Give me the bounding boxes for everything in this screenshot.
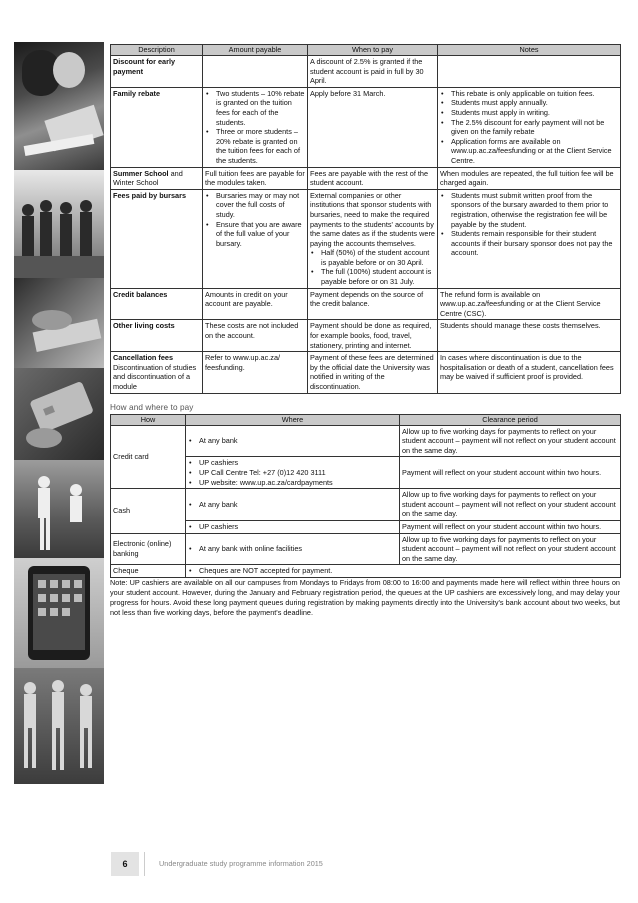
notes-cell-text: In cases where discontinuation is due to the hospitalisation or death of a student, cancellation fees may be waived if sufficient proof is provided. — [440, 353, 614, 382]
list-item: • At any bank — [197, 436, 397, 446]
row-description — [111, 189, 203, 288]
table-row — [111, 457, 621, 489]
photo-students-group — [14, 170, 104, 278]
where-list — [188, 500, 397, 510]
fees-table-header-row — [111, 45, 621, 56]
amount-cell — [203, 352, 308, 393]
where-cell — [186, 425, 400, 457]
notes-cell-text: When modules are repeated, the full tuition fee will be charged again. — [440, 168, 614, 188]
amount-cell — [203, 320, 308, 352]
page-footer — [111, 852, 616, 876]
list-item: • UP cashiers — [197, 458, 397, 468]
table-row — [111, 489, 621, 521]
where-list — [188, 544, 397, 554]
header-when-to-pay: When to pay — [308, 45, 438, 56]
when-cell — [308, 189, 438, 288]
row-description — [111, 56, 203, 88]
amount-cell — [203, 87, 308, 167]
footer-divider — [144, 852, 145, 876]
table-row — [111, 352, 621, 393]
how-where-to-pay-title: How and where to pay — [110, 402, 194, 412]
table-row — [111, 533, 621, 565]
payment-methods-table — [110, 414, 621, 578]
list-item: • Cheques are NOT accepted for payment. — [197, 566, 618, 576]
when-cell — [308, 320, 438, 352]
notes-cell — [438, 352, 621, 393]
table-row — [111, 288, 621, 320]
notes-cell-list — [440, 191, 618, 258]
list-item: • Two students – 10% rebate is granted on the tuition fees for each of the students. — [214, 89, 305, 127]
notes-cell-text: The refund form is available on www.up.ac.za/feesfunding or at the Client Service Centre (CSC). — [440, 289, 601, 318]
list-item: • UP website: www.up.ac.za/cardpayments — [197, 478, 397, 488]
list-item: • At any bank — [197, 500, 397, 510]
table-row — [111, 320, 621, 352]
list-item: • Application forms are available on www.up.ac.za/feesfunding or at the Client Service Centre. — [449, 137, 618, 166]
notes-cell — [438, 189, 621, 288]
list-item: • Students remain responsible for their student accounts if their bursary sponsor does not pay the account. — [449, 229, 618, 258]
photo-strip — [14, 42, 104, 784]
amount-cell — [203, 56, 308, 88]
row-label: Fees paid by bursars — [113, 190, 186, 200]
amount-cell — [203, 167, 308, 189]
payment-table-header-row — [111, 414, 621, 425]
amount-cell — [203, 189, 308, 288]
when-cell-list — [310, 248, 435, 286]
footer-title: Undergraduate study programme information 2015 — [159, 859, 323, 868]
list-item: • Bursaries may or may not cover the full costs of study. — [214, 191, 305, 220]
where-cell — [186, 520, 400, 533]
row-description — [111, 87, 203, 167]
notes-cell — [438, 167, 621, 189]
fees-table-body — [111, 56, 621, 394]
notes-cell — [438, 288, 621, 320]
amount-cell-list — [205, 89, 305, 166]
when-cell-text: Apply before 31 March. — [310, 88, 386, 98]
row-description — [111, 288, 203, 320]
list-item: • The 2.5% discount for early payment will not be given on the family rebate — [449, 118, 618, 137]
amount-cell — [203, 288, 308, 320]
table-row — [111, 189, 621, 288]
photo-credit-card — [14, 368, 104, 460]
hands-photo-image — [14, 278, 104, 368]
row-label: Family rebate — [113, 88, 161, 98]
clearance-cell: Allow up to five working days for payments to reflect on your student account – payment will not reflect on your student account on the same day. — [400, 489, 621, 521]
notes-cell — [438, 87, 621, 167]
where-list — [188, 436, 397, 446]
row-label: Discount for early payment — [113, 57, 176, 76]
header-where: Where — [186, 414, 400, 425]
when-cell-text: Fees are payable with the rest of the student account. — [310, 168, 429, 188]
method-electronic-banking: Electronic (online) banking — [111, 533, 186, 565]
amount-cell-text: These costs are not included on the account. — [205, 321, 299, 341]
fees-table — [110, 44, 621, 394]
clearance-cell: Allow up to five working days for payments to reflect on your student account – payment will not reflect on your student account on the same day. — [400, 533, 621, 565]
when-cell — [308, 167, 438, 189]
header-description: Description — [111, 45, 203, 56]
when-cell — [308, 288, 438, 320]
students-photo-image — [14, 170, 104, 278]
photo-laptop-user — [14, 42, 104, 170]
clearance-cell: Allow up to five working days for payments to reflect on your student account – payment will not reflect on your student account on the same day. — [400, 425, 621, 457]
where-list — [188, 458, 397, 487]
list-item: • At any bank with online facilities — [197, 544, 397, 554]
where-list — [188, 522, 397, 532]
row-label: Other living costs — [113, 321, 175, 331]
where-cell — [186, 457, 400, 489]
amount-cell-text: Amounts in credit on your account are payable. — [205, 289, 288, 309]
header-clearance-period: Clearance period — [400, 414, 621, 425]
notes-cell-list — [440, 89, 618, 166]
row-label: Summer School — [113, 168, 169, 178]
cashier-note: Note: UP cashiers are available on all our campuses from Mondays to Fridays from 08:00 to 16:00 and payments made here will reflect within three hours on your student account. However, during the January and February registration period, the queues at the UP cashiers are excessively long, and may delay your progress for hours. Avoid these long payment queues during registration by making payments directly into the University's bank account about two weeks, but not less than five working days, before the payment's deadline. — [110, 577, 620, 617]
table-row — [111, 565, 621, 578]
method-cheque: Cheque — [111, 565, 186, 578]
table-row — [111, 87, 621, 167]
list-item: • Ensure that you are aware of the full value of your bursary. — [214, 220, 305, 249]
photo-hands-laptop — [14, 278, 104, 368]
where-cell — [186, 533, 400, 565]
photo-tablet — [14, 558, 104, 668]
photo-cheerleaders — [14, 460, 104, 558]
row-description — [111, 352, 203, 393]
when-cell-text: Payment should be done as required, for example books, food, travel, stationery, printing and internet. — [310, 321, 432, 350]
table-row — [111, 167, 621, 189]
list-item: • Half (50%) of the student account is payable before or on 30 April. — [319, 248, 435, 267]
page-number: 6 — [111, 852, 139, 876]
amount-cell-text: Refer to www.up.ac.za/ feesfunding. — [205, 353, 281, 372]
list-item: • Students must apply annually. — [449, 98, 618, 108]
list-item: • Three or more students – 20% rebate is granted on the tuition fees for each of the students. — [214, 127, 305, 165]
where-list — [188, 566, 618, 576]
method-cash: Cash — [111, 489, 186, 533]
list-item: • Students must apply in writing. — [449, 108, 618, 118]
method-credit-card: Credit card — [111, 425, 186, 489]
notes-cell — [438, 56, 621, 88]
when-cell — [308, 56, 438, 88]
laptop-photo-image — [14, 42, 104, 170]
row-description — [111, 320, 203, 352]
clearance-cell: Payment will reflect on your student account within two hours. — [400, 457, 621, 489]
header-notes: Notes — [438, 45, 621, 56]
where-cell — [186, 565, 621, 578]
header-how: How — [111, 414, 186, 425]
credit-card-photo-image — [14, 368, 104, 460]
amount-cell-list — [205, 191, 305, 249]
amount-cell-text: Full tuition fees are payable for the modules taken. — [205, 168, 305, 188]
row-label: Credit balances — [113, 289, 168, 299]
header-amount-payable: Amount payable — [203, 45, 308, 56]
table-row — [111, 520, 621, 533]
row-label-sub: and Winter School — [113, 168, 183, 188]
when-cell-text: External companies or other institutions that sponsor students with bursaries, need to make the required payments to the students' accounts by the same dates as if the students were paying the accounts themselves. — [310, 190, 435, 248]
when-cell-text: Payment of these fees are determined by the official date the University was notified in writing of the discontinuation. — [310, 353, 434, 391]
list-item: • The full (100%) student account is payable before or on 31 July. — [319, 267, 435, 286]
when-cell — [308, 87, 438, 167]
when-cell-text: Payment depends on the source of the credit balance. — [310, 289, 424, 309]
list-item: • This rebate is only applicable on tuition fees. — [449, 89, 618, 99]
row-description — [111, 167, 203, 189]
cheerleaders-photo-image — [14, 460, 104, 558]
row-label-sub: Discontinuation of studies and discontinuation of a module — [113, 362, 197, 391]
clearance-cell: Payment will reflect on your student account within two hours. — [400, 520, 621, 533]
main-content — [110, 44, 620, 625]
table-row — [111, 56, 621, 88]
list-item: • UP cashiers — [197, 522, 397, 532]
athletes-photo-image — [14, 668, 104, 784]
photo-athletes — [14, 668, 104, 784]
notes-cell — [438, 320, 621, 352]
when-cell-text: A discount of 2.5% is granted if the student account is paid in full by 30 April. — [310, 57, 424, 86]
notes-cell-text: Students should manage these costs themselves. — [440, 321, 601, 331]
when-cell — [308, 352, 438, 393]
row-label: Cancellation fees — [113, 353, 174, 363]
where-cell — [186, 489, 400, 521]
list-item: • Students must submit written proof from the sponsors of the bursary awarded to them prior to registration, otherwise the registration fee will be payable by the student. — [449, 191, 618, 229]
list-item: • UP Call Centre Tel: +27 (0)12 420 3111 — [197, 468, 397, 478]
tablet-photo-image — [14, 558, 104, 668]
table-row — [111, 425, 621, 457]
